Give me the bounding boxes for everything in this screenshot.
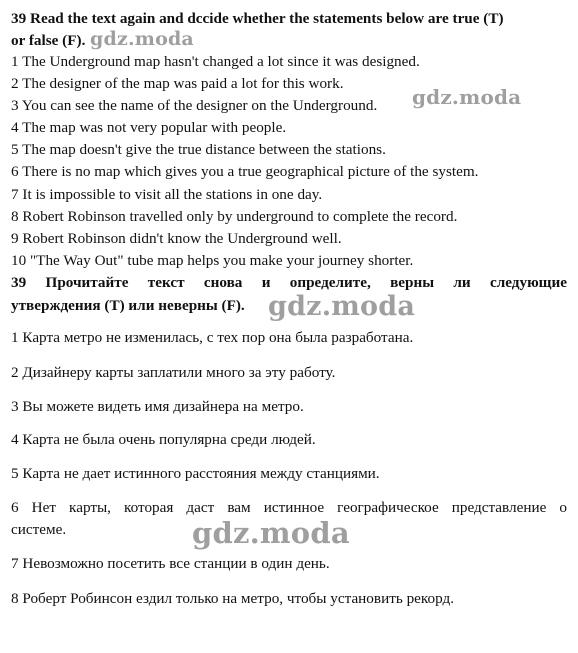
- exercise-en-item: 10 "The Way Out" tube map helps you make your journey shorter.: [11, 252, 414, 269]
- exercise-ru-title-line2: утверждения (Т) или неверны (F).: [11, 297, 245, 314]
- exercise-en-item: 4 The map was not very popular with people.: [11, 119, 287, 136]
- exercise-ru-item: 1 Карта метро не изменилась, с тех пор она была разработана.: [11, 329, 414, 346]
- exercise-ru-item: 6 Нет карты, которая даст вам истинное географическое представление о: [11, 499, 567, 516]
- exercise-en-item: 7 It is impossible to visit all the stations in one day.: [11, 186, 323, 203]
- watermark: gdz.moda: [412, 85, 522, 109]
- exercise-ru-title-line1: 39 Прочитайте текст снова и определите, верны ли следующие: [11, 274, 567, 291]
- exercise-ru-item: 4 Карта не была очень популярна среди людей.: [11, 431, 316, 448]
- exercise-en-title-line2: or false (F).: [11, 32, 86, 49]
- exercise-ru-item: 5 Карта не дает истинного расстояния между станциями.: [11, 465, 380, 482]
- exercise-en-item: 1 The Underground map hasn't changed a lot since it was designed.: [11, 53, 420, 70]
- exercise-ru-item-continuation: системе.: [11, 521, 67, 538]
- exercise-en-item: 3 You can see the name of the designer on the Underground.: [11, 97, 378, 114]
- watermark: gdz.moda: [268, 291, 416, 322]
- watermark: gdz.moda: [192, 516, 350, 550]
- exercise-ru-item: 3 Вы можете видеть имя дизайнера на метро.: [11, 398, 304, 415]
- exercise-ru-item: 7 Невозможно посетить все станции в один день.: [11, 555, 330, 572]
- exercise-en-item: 8 Robert Robinson travelled only by underground to complete the record.: [11, 208, 458, 225]
- exercise-en-title-line1: 39 Read the text again and dccide whether the statements below are true (T): [11, 10, 504, 27]
- exercise-en-item: 2 The designer of the map was paid a lot for this work.: [11, 75, 344, 92]
- exercise-ru-item: 8 Роберт Робинсон ездил только на метро, чтобы установить рекорд.: [11, 590, 455, 607]
- exercise-en-item: 5 The map doesn't give the true distance between the stations.: [11, 141, 386, 158]
- exercise-ru-item: 2 Дизайнеру карты заплатили много за эту работу.: [11, 364, 336, 381]
- exercise-en-item: 6 There is no map which gives you a true geographical picture of the system.: [11, 163, 479, 180]
- watermark: gdz.moda: [90, 28, 194, 50]
- exercise-en-item: 9 Robert Robinson didn't know the Underground well.: [11, 230, 342, 247]
